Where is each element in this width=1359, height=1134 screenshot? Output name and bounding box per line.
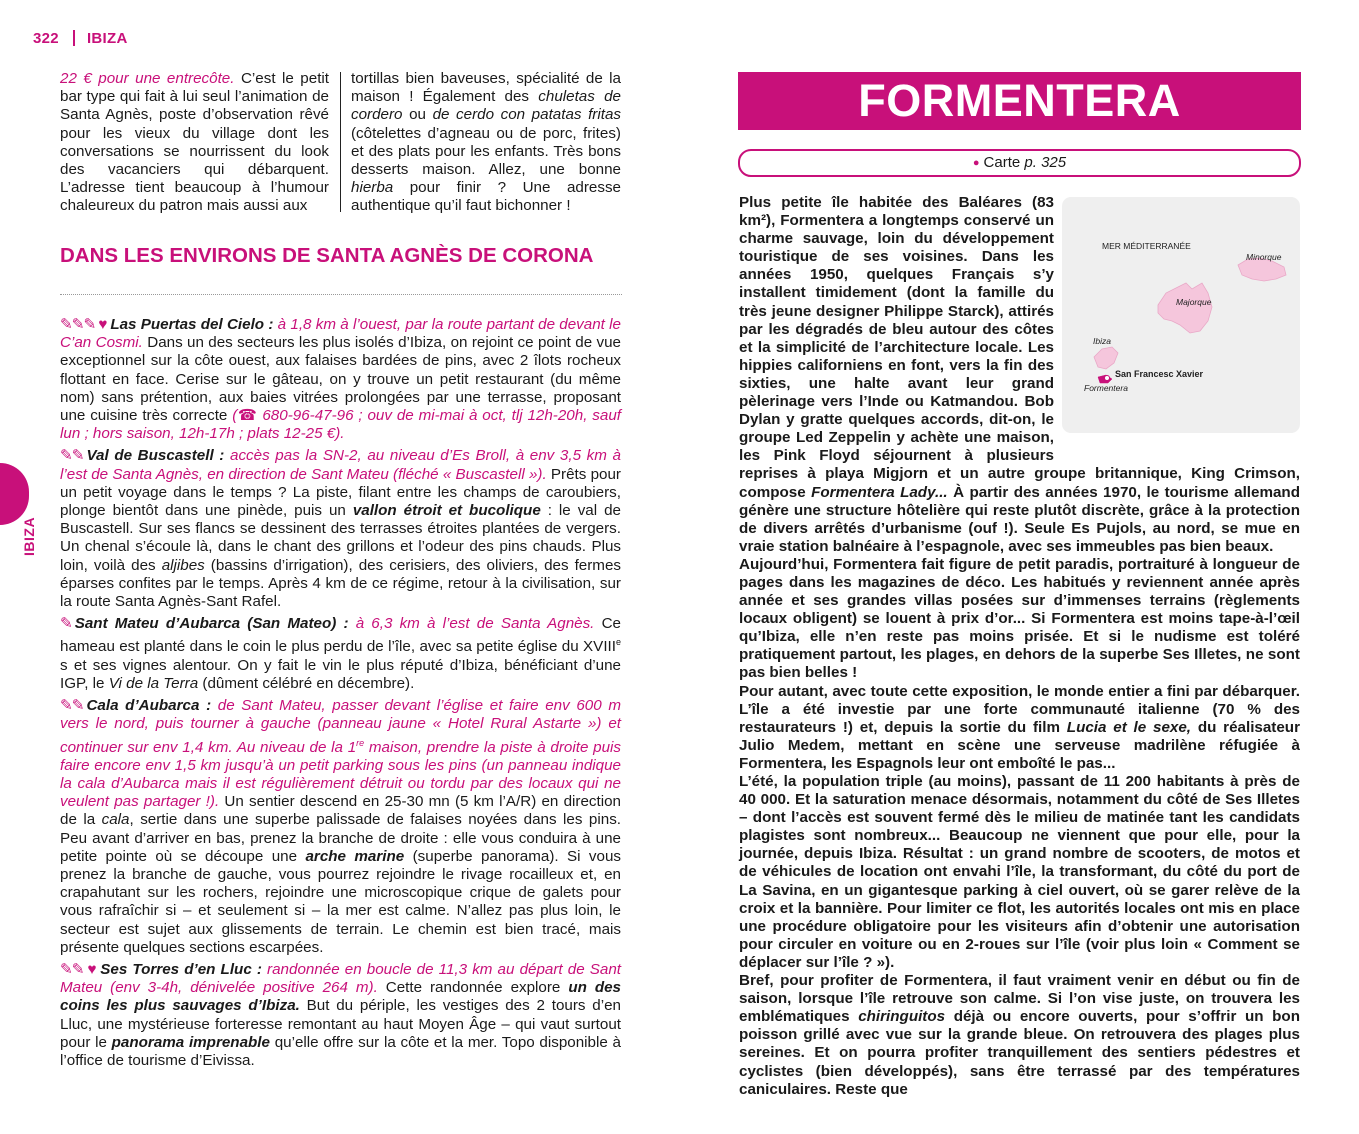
- map-label-sea: MER MÉDITERRANÉE: [1102, 241, 1191, 251]
- text-run: un des coins les plus sauvages d’Ibiza.: [60, 979, 621, 1015]
- text-run: But du périple, les vestiges des 2 tours d’en Lluc, une mystérieuse forteresse remontant au haut Moyen Âge – qui vaut surtout pour le: [60, 997, 621, 1051]
- text-run: (côtelettes d’agneau ou de porc, frites) et des plats pour les enfants. Très bons desserts maison. Allez, une bonne: [351, 124, 621, 179]
- map-label-ibiza: Ibiza: [1093, 336, 1111, 346]
- side-tab: [0, 463, 29, 525]
- text-run: s et ses vignes alentour. On y fait le vin le plus réputé d’Ibiza, bénéficiant d’une IGP, le: [60, 656, 621, 692]
- entry-name: Las Puertas del Cielo :: [110, 316, 274, 333]
- text-run: , sertie dans une superbe palissade de falaises noyées dans les pins. Peu avant d’arriver en bas, prenez la branche de droite : elle vous conduira à une petite pointe où se découpe une: [60, 811, 622, 865]
- entries-list: [60, 316, 621, 1074]
- entry-sant-mateu: [60, 615, 621, 693]
- left-column-a: [60, 70, 329, 216]
- entry-name: Ses Torres d’en Lluc :: [100, 961, 262, 979]
- text-run: (dûment célébré en décembre).: [198, 674, 415, 692]
- side-tab-label: IBIZA: [21, 516, 37, 556]
- text-run: e: [615, 637, 621, 648]
- paragraph: Aujourd’hui, Formentera fait figure de petit paradis, portraituré à longueur de pages dans les magazines de déco. Les habitués y reviennent année après année et ses grandes villas posées sur d’immenses terrains (règlements locaux obligent) se louent à prix d’or... Si Formentera est moins tape-à-l’œil qu’Ibiza, elle n’en reste pas moins prisée. Et si le nudisme est toléré pratiquement partout, les plages, en dehors de la superbe Ses Illetes, ne sont pas bien belles !: [739, 555, 1300, 682]
- entry-location: accès pas la SN-2, au niveau d’Es Broll, à env 3,5 km à l’est de Santa Agnès, en direction de Sant Mateu (fléché « Buscastell »).: [60, 447, 621, 483]
- entry-info: (☎ 680-96-47-96 ; ouv de mi-mai à oct, tlj 12h-20h, sauf lun ; hors saison, 12h-17h ; plats 12-25 €).: [60, 407, 621, 443]
- map-reference-page: p. 325: [1024, 154, 1067, 171]
- section-title: DANS LES ENVIRONS DE SANTA AGNÈS DE CORONA: [60, 244, 594, 267]
- text-run: maison, prendre la piste à droite puis faire encore env 1,5 km jusqu’à un petit parking sous les pins (un panneau indique la cala d’Aubarca mais il est régulièrement détruit ou tordu par des locaux qui ne veulent pas partager !).: [60, 738, 621, 811]
- text-run: Plus petite île habitée des Baléares (83 km²), Formentera a longtemps conservé un charme sauvage, loin du développement touristique de ses voisines. Dans les années 1950, quelques Français s’y installent timidement (dont la famille du très jeune designer Philippe Starck), attirés par les dégradés de bleu autour des côtes et la simplicité de l’architecture locale. Les hippies californiens en font, vers la fin des sixties, une halte avant leur grand pèlerinage vers l’Inde ou Katmandou. Bob Dylan y gratte quelques accords, dit-on, le groupe Led Zeppelin y achète une maison, les Pink Floyd séjournent à plusieurs reprises à playa Migjorn et un autre groupe britannique, King Crimson, compose: [739, 194, 1300, 501]
- entry-ses-torres: [60, 961, 621, 1070]
- entry-name: Cala d’Aubarca :: [86, 697, 212, 715]
- entry-location: de Sant Mateu, passer devant l’église et faire env 600 m vers le nord, puis tourner à gauche (panneau jaune « Hotel Rural Astarte ») et continuer sur env 1,4 km. Au niveau de la 1: [60, 697, 621, 756]
- rating-icons: ✎✎: [60, 961, 84, 979]
- rating-icons: ✎: [60, 615, 72, 633]
- header-divider: [73, 30, 75, 46]
- rating-icons: ✎✎✎: [60, 316, 96, 333]
- entry-location: à 6,3 km à l’est de Santa Agnès.: [348, 615, 595, 633]
- entry-name: Sant Mateu d’Aubarca (San Mateo) :: [74, 615, 349, 633]
- entry-val-de-buscastell: [60, 447, 621, 611]
- text-run: Prêts pour un petit voyage dans le temps ? La piste, filant entre les champs de caroubiers, plonge bientôt dans une pinède, puis un: [60, 465, 621, 520]
- text-run: cala: [101, 811, 130, 829]
- header-section: IBIZA: [86, 30, 128, 47]
- text-run: hierba: [351, 179, 394, 197]
- text-run: : le val de Buscastell. Sur ses flancs se dessinent des terrasses étroites plantées de vergers. Un chenal s’écoule là, dans le chant des grillons et l’odeur des pins chauds. Plus loin, voilà des: [60, 502, 621, 574]
- paragraph: [739, 972, 1300, 1099]
- rating-icons: ✎✎: [60, 447, 84, 465]
- entry-location: à 1,8 km à l’ouest, par la route partant de devant le C’an Cosmi.: [60, 316, 621, 352]
- paragraph: [739, 683, 1300, 773]
- text-run: chiringuitos: [858, 1008, 946, 1026]
- text-run: Cette randonnée explore: [377, 979, 569, 997]
- section-dotted-rule: [60, 294, 622, 295]
- text-run: tortillas bien baveuses, spécialité de la maison ! Également des: [351, 70, 621, 106]
- text-run: Bref, pour profiter de Formentera, il faut vraiment venir en début ou fin de saison, lorsque l’île retrouve son calme. Si l’on vise juste, on trouvera les emblématiques: [739, 972, 1300, 1026]
- text-run: vallon étroit et bucolique: [352, 502, 541, 520]
- text-run: arche marine: [305, 847, 405, 865]
- entry-text: Dans un des secteurs les plus isolés d’Ibiza, on rejoint ce point de vue exceptionnel sur la côte ouest, aux falaises bardées de pins, avec 2 îlots rocheux flottant en face. Cerise sur le gâteau, on y trouve un petit restaurant (du même nom) sans prétention, aux baies vitrées prolongées par une terrasse, proposant une cuisine très correcte: [60, 334, 621, 425]
- text-run: chuletas de cordero: [351, 88, 621, 124]
- text-run: panorama imprenable: [111, 1033, 270, 1051]
- text-run: du réalisateur Julio Medem, mettant en scène une serveuse madrilène réfugiée à Formentera, les Espagnols leur ont emboîté le pas...: [739, 718, 1300, 772]
- text-run: Pour autant, avec toute cette exposition, le monde entier a fini par débarquer. L’île a été investie par une forte communauté italienne (70 % des restaurateurs !) et, depuis la sortie du film: [739, 682, 1300, 736]
- column-divider: [340, 72, 341, 212]
- paragraph: L’été, la population triple (au moins), passant de 11 200 habitants à près de 40 000. Et la saturation menace désormais, notamment du côté de Ses Illetes – dont l’accès est souvent fermé dès le milieu de matinée tant les candidats plagistes sont nombreux... Beaucoup ne viennent que pour elle, pour la journée, depuis Ibiza. Résultat : un grand nombre de scooters, de motos et de véhicules de location ont envahi l’île, la transformant, du côté du port de La Savina, en un gigantesque parking à ciel ouvert, où se garer relève de la croix et la bannière. Pour limiter ce flot, les autorités locales ont mis en place une procédure obligatoire pour les visiteurs afin d’obtenir une autorisation pour circuler en voiture ou en 2-roues sur l’île (voir plus loin « Comment se déplacer sur l’île ? »).: [739, 773, 1300, 971]
- formentera-text: [739, 194, 1300, 1099]
- running-header: [33, 30, 128, 47]
- text-run: aljibes: [161, 556, 205, 574]
- text-run: (bassins d’irrigation), des cerisiers, des oliviers, des fermes éparses confites par le temps. Après 4 km de ce régime, retour à la civilisation, sur la route Santa Agnès-Sant Rafel.: [60, 556, 622, 611]
- heart-icon: ♥: [86, 961, 98, 979]
- map-spacer: [1054, 192, 1300, 450]
- text-run: pour finir ? Une adresse authentique qu’il faut bichonner !: [351, 179, 621, 215]
- left-column-b: [351, 70, 621, 216]
- rating-icons: ✎✎: [60, 697, 84, 715]
- bullet-icon: ●: [972, 157, 980, 169]
- text-run: re: [356, 737, 365, 748]
- text-run: Ce hameau est planté dans le coin le plus perdu de l’île, avec sa petite église du XVIII: [60, 615, 621, 656]
- map-reference-label: Carte: [983, 154, 1021, 171]
- text-run: qu’elle offre sur la côte et la mer. Topo disponible à l’office de tourisme d’Eivissa.: [60, 1033, 621, 1070]
- text-run: À partir des années 1970, le tourisme allemand génère une structure hôtelière qui reste plutôt discrète, grâce à la protection de divers arrêtés d’urbanisme (ouf !). Seule Es Pujols, au nord, se mue en vraie station balnéaire à l’espagnole, avec ses immeubles pas bien beaux.: [739, 483, 1300, 555]
- chapter-title: FORMENTERA: [738, 72, 1301, 130]
- left-column-a-text: C’est le petit bar type qui fait à lui seul l’animation de Santa Agnès, poste d’observation rêvé pour les vieux du village dont les conversations se nourrissent du look des vacanciers qui débarquent. L’adresse tient beaucoup à l’humour chaleureux du patron mais aussi aux: [60, 70, 330, 215]
- map-label-town: San Francesc Xavier: [1115, 369, 1204, 379]
- text-run: de cerdo con patatas fritas: [432, 106, 621, 124]
- text-run: Lucia et le sexe,: [1066, 718, 1192, 736]
- map-label-formentera: Formentera: [1084, 383, 1128, 393]
- entry-name: Val de Buscastell :: [86, 447, 225, 465]
- map-label-majorque: Majorque: [1176, 297, 1212, 307]
- entry-las-puertas: [60, 316, 621, 443]
- map-reference[interactable]: [738, 149, 1301, 177]
- map-label-minorque: Minorque: [1246, 252, 1282, 262]
- entry-location: randonnée en boucle de 11,3 km au départ de Sant Mateu (env 3-4h, dénivelée positive 264 m).: [60, 961, 621, 997]
- price-note: 22 € pour une entrecôte.: [60, 70, 235, 87]
- text-run: Formentera Lady...: [811, 483, 948, 501]
- text-run: ou: [402, 106, 433, 124]
- text-run: Vi de la Terra: [108, 674, 199, 692]
- text-run: (superbe panorama). Si vous prenez la branche de gauche, vous pourrez rejoindre le rivage rocailleux et, en crapahutant sur les rochers, rejoindre une microscopique crique de galets pour vous rafraîchir si – et seulement si – la mer est calme. N’allez pas plus loin, le secteur est sujet aux glissements de terrain. Le chemin est bien tracé, mais présente quelques sections escarpées.: [60, 847, 621, 956]
- text-run: Un sentier descend en 25-30 mn (5 km l’A/R) en direction de la: [60, 793, 622, 829]
- heart-icon: ♥: [98, 316, 108, 333]
- page-number: 322: [33, 30, 59, 47]
- text-run: déjà ou encore ouverts, pour s’offrir un bon poisson grillé avec vue sur la grande bleue. On retrouvera des plages plus sereines. Et on pourra profiter tranquillement des sentiers pédestres et cyclistes (bien développés), sans être terrassé par des températures caniculaires. Reste que: [739, 1008, 1300, 1098]
- entry-cala-aubarca: [60, 697, 621, 957]
